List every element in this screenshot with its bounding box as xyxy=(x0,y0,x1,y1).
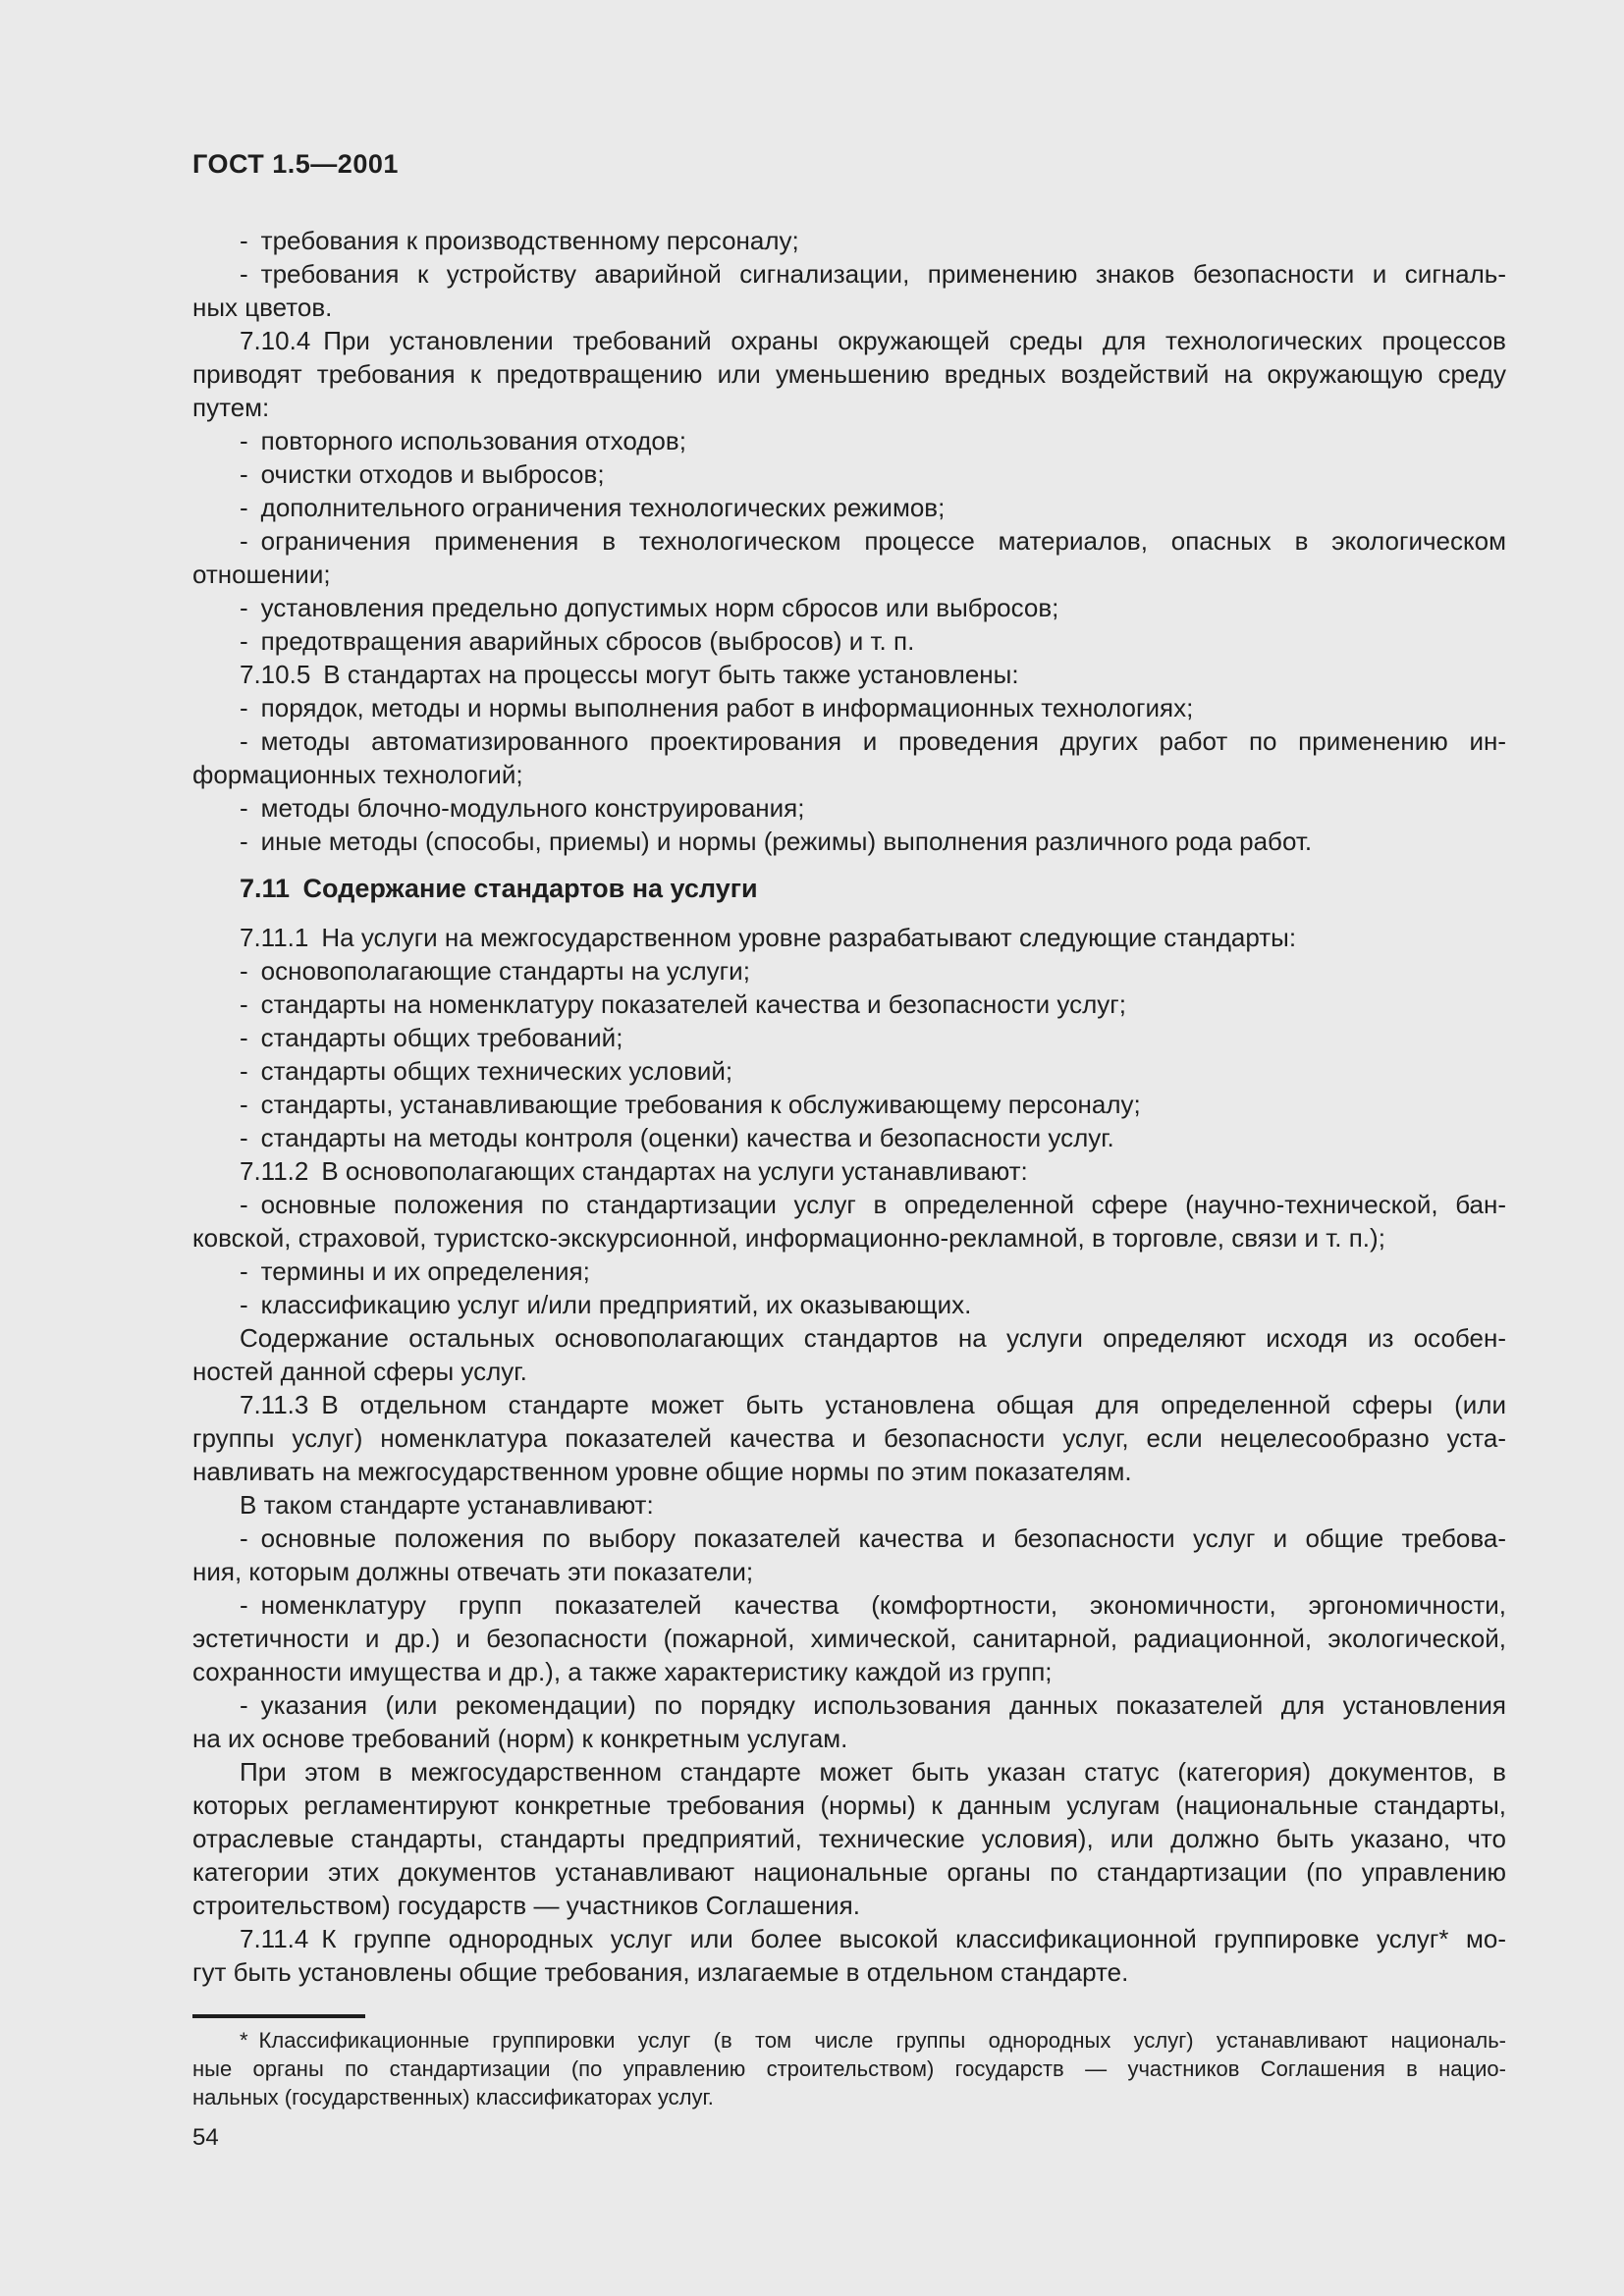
text-line: - методы автоматизированного проектирования и проведения других работ по применению ин- xyxy=(240,726,1506,756)
text-line: - термины и их определения; xyxy=(240,1256,590,1286)
text-line: - дополнительного ограничения технологических режимов; xyxy=(240,493,946,522)
text-line: - указания (или рекомендации) по порядку использования данных показателей для установления xyxy=(240,1690,1506,1720)
list-item xyxy=(192,624,1506,658)
text-line: 7.11.1 На услуги на межгосударственном уровне разрабатывают следующие стандарты: xyxy=(240,923,1297,952)
text-line: - номенклатуру групп показателей качества (комфортности, экономичности, эргономичности, xyxy=(240,1590,1506,1620)
text-line: При этом в межгосударственном стандарте может быть указан статус (категория) документов, в xyxy=(240,1757,1506,1787)
text-line: - стандарты на номенклатуру показателей качества и безопасности услуг; xyxy=(240,989,1126,1019)
list-item xyxy=(192,1088,1506,1121)
text-line: на их основе требований (норм) к конкретным услугам. xyxy=(192,1724,848,1753)
paragraph xyxy=(192,921,1506,954)
list-item xyxy=(192,825,1506,858)
list-item xyxy=(192,491,1506,524)
text-line: 7.11.4 К группе однородных услуг или более высокой классификационной группировке услуг* мо- xyxy=(240,1924,1506,1953)
text-line: - предотвращения аварийных сбросов (выбросов) и т. п. xyxy=(240,626,915,656)
list-item xyxy=(192,954,1506,988)
text-line: - стандарты, устанавливающие требования к обслуживающему персоналу; xyxy=(240,1090,1141,1119)
text-line: - требования к производственному персоналу; xyxy=(240,226,799,255)
paragraph xyxy=(192,658,1506,691)
list-item xyxy=(192,791,1506,825)
text-line: - очистки отходов и выбросов; xyxy=(240,459,605,489)
text-line: эстетичности и др.) и безопасности (пожарной, химической, санитарной, радиационной, экологической, xyxy=(192,1624,1506,1653)
text-line: В таком стандарте устанавливают: xyxy=(240,1490,654,1520)
paragraph xyxy=(192,1154,1506,1188)
list-item xyxy=(192,1588,1506,1688)
footnote xyxy=(192,2026,1506,2111)
text-line: - основные положения по выбору показателей качества и безопасности услуг и общие требова- xyxy=(240,1523,1506,1553)
text-line: 7.11.2 В основополагающих стандартах на услуги устанавливают: xyxy=(240,1156,1028,1186)
footnote-separator xyxy=(192,2014,365,2018)
list-item xyxy=(192,724,1506,791)
document-body xyxy=(192,224,1506,1989)
text-line: ные органы по стандартизации (по управлению строительством) государств — участников Соглашения в нацио- xyxy=(192,2056,1506,2081)
text-line: отраслевые стандарты, стандарты предприятий, технические условия), или должно быть указано, что xyxy=(192,1824,1506,1853)
text-line: 7.11 Содержание стандартов на услуги xyxy=(240,874,758,903)
list-item xyxy=(192,1121,1506,1154)
text-line: 7.10.4 При установлении требований охраны окружающей среды для технологических процессов xyxy=(240,326,1506,355)
list-item xyxy=(192,1288,1506,1321)
list-item xyxy=(192,691,1506,724)
page-number: 54 xyxy=(192,2124,219,2151)
text-line: - методы блочно-модульного конструирования; xyxy=(240,793,805,823)
text-line: - порядок, методы и нормы выполнения работ в информационных технологиях; xyxy=(240,693,1194,722)
text-line: 7.10.5 В стандартах на процессы могут быть также установлены: xyxy=(240,660,1019,689)
list-item xyxy=(192,524,1506,591)
section-heading xyxy=(192,872,1506,905)
text-line: 7.11.3 В отдельном стандарте может быть установлена общая для определенной сферы (или xyxy=(240,1390,1506,1419)
text-line: ния, которым должны отвечать эти показатели; xyxy=(192,1557,754,1586)
text-line: - иные методы (способы, приемы) и нормы (режимы) выполнения различного рода работ. xyxy=(240,827,1313,856)
list-item xyxy=(192,988,1506,1021)
paragraph xyxy=(192,324,1506,424)
text-line: формационных технологий; xyxy=(192,760,523,789)
text-line: * Классификационные группировки услуг (в том числе группы однородных услуг) устанавливают националь- xyxy=(240,2028,1506,2053)
text-line: - стандарты на методы контроля (оценки) качества и безопасности услуг. xyxy=(240,1123,1114,1152)
text-line: - классификацию услуг и/или предприятий, их оказывающих. xyxy=(240,1290,972,1319)
footnote-paragraph xyxy=(192,2026,1506,2111)
paragraph xyxy=(192,1321,1506,1388)
paragraph xyxy=(192,1755,1506,1922)
list-item xyxy=(192,1188,1506,1255)
list-item xyxy=(192,224,1506,257)
list-item xyxy=(192,1021,1506,1054)
paragraph xyxy=(192,1488,1506,1522)
text-line: ковской, страховой, туристско-экскурсионной, информационно-рекламной, в торговле, связи и т. п.); xyxy=(192,1223,1385,1253)
text-line: навливать на межгосударственном уровне общие нормы по этим показателям. xyxy=(192,1457,1132,1486)
text-line: приводят требования к предотвращению или уменьшению вредных воздействий на окружающую среду xyxy=(192,359,1506,389)
text-line: которых регламентируют конкретные требования (нормы) к данным услугам (национальные стандарты, xyxy=(192,1790,1506,1820)
list-item xyxy=(192,1688,1506,1755)
text-line: гут быть установлены общие требования, излагаемые в отдельном стандарте. xyxy=(192,1957,1129,1987)
paragraph xyxy=(192,1922,1506,1989)
text-line: сохранности имущества и др.), а также характеристику каждой из групп; xyxy=(192,1657,1053,1686)
text-line: - основные положения по стандартизации услуг в определенной сфере (научно-технической, бан- xyxy=(240,1190,1506,1219)
text-line: Содержание остальных основополагающих стандартов на услуги определяют исходя из особен- xyxy=(240,1323,1506,1353)
text-line: - требования к устройству аварийной сигнализации, применению знаков безопасности и сигналь- xyxy=(240,259,1506,289)
text-line: нальных (государственных) классификаторах услуг. xyxy=(192,2085,714,2109)
text-line: группы услуг) номенклатура показателей качества и безопасности услуг, если нецелесообразно уста- xyxy=(192,1423,1506,1453)
text-line: - стандарты общих требований; xyxy=(240,1023,623,1052)
list-item xyxy=(192,424,1506,457)
text-line: категории этих документов устанавливают национальные органы по стандартизации (по управлению xyxy=(192,1857,1506,1887)
text-line: - установления предельно допустимых норм сбросов или выбросов; xyxy=(240,593,1059,622)
document-code: ГОСТ 1.5—2001 xyxy=(192,149,399,179)
list-item xyxy=(192,1054,1506,1088)
text-line: отношении; xyxy=(192,560,331,589)
list-item xyxy=(192,1255,1506,1288)
text-line: - повторного использования отходов; xyxy=(240,426,686,455)
list-item xyxy=(192,457,1506,491)
text-line: - стандарты общих технических условий; xyxy=(240,1056,733,1086)
text-line: строительством) государств — участников Соглашения. xyxy=(192,1891,860,1920)
text-line: ностей данной сферы услуг. xyxy=(192,1357,527,1386)
text-line: путем: xyxy=(192,393,270,422)
text-line: - ограничения применения в технологическом процессе материалов, опасных в экологическом xyxy=(240,526,1506,556)
list-item xyxy=(192,257,1506,324)
list-item xyxy=(192,591,1506,624)
text-line: ных цветов. xyxy=(192,293,333,322)
list-item xyxy=(192,1522,1506,1588)
paragraph xyxy=(192,1388,1506,1488)
text-line: - основополагающие стандарты на услуги; xyxy=(240,956,750,986)
